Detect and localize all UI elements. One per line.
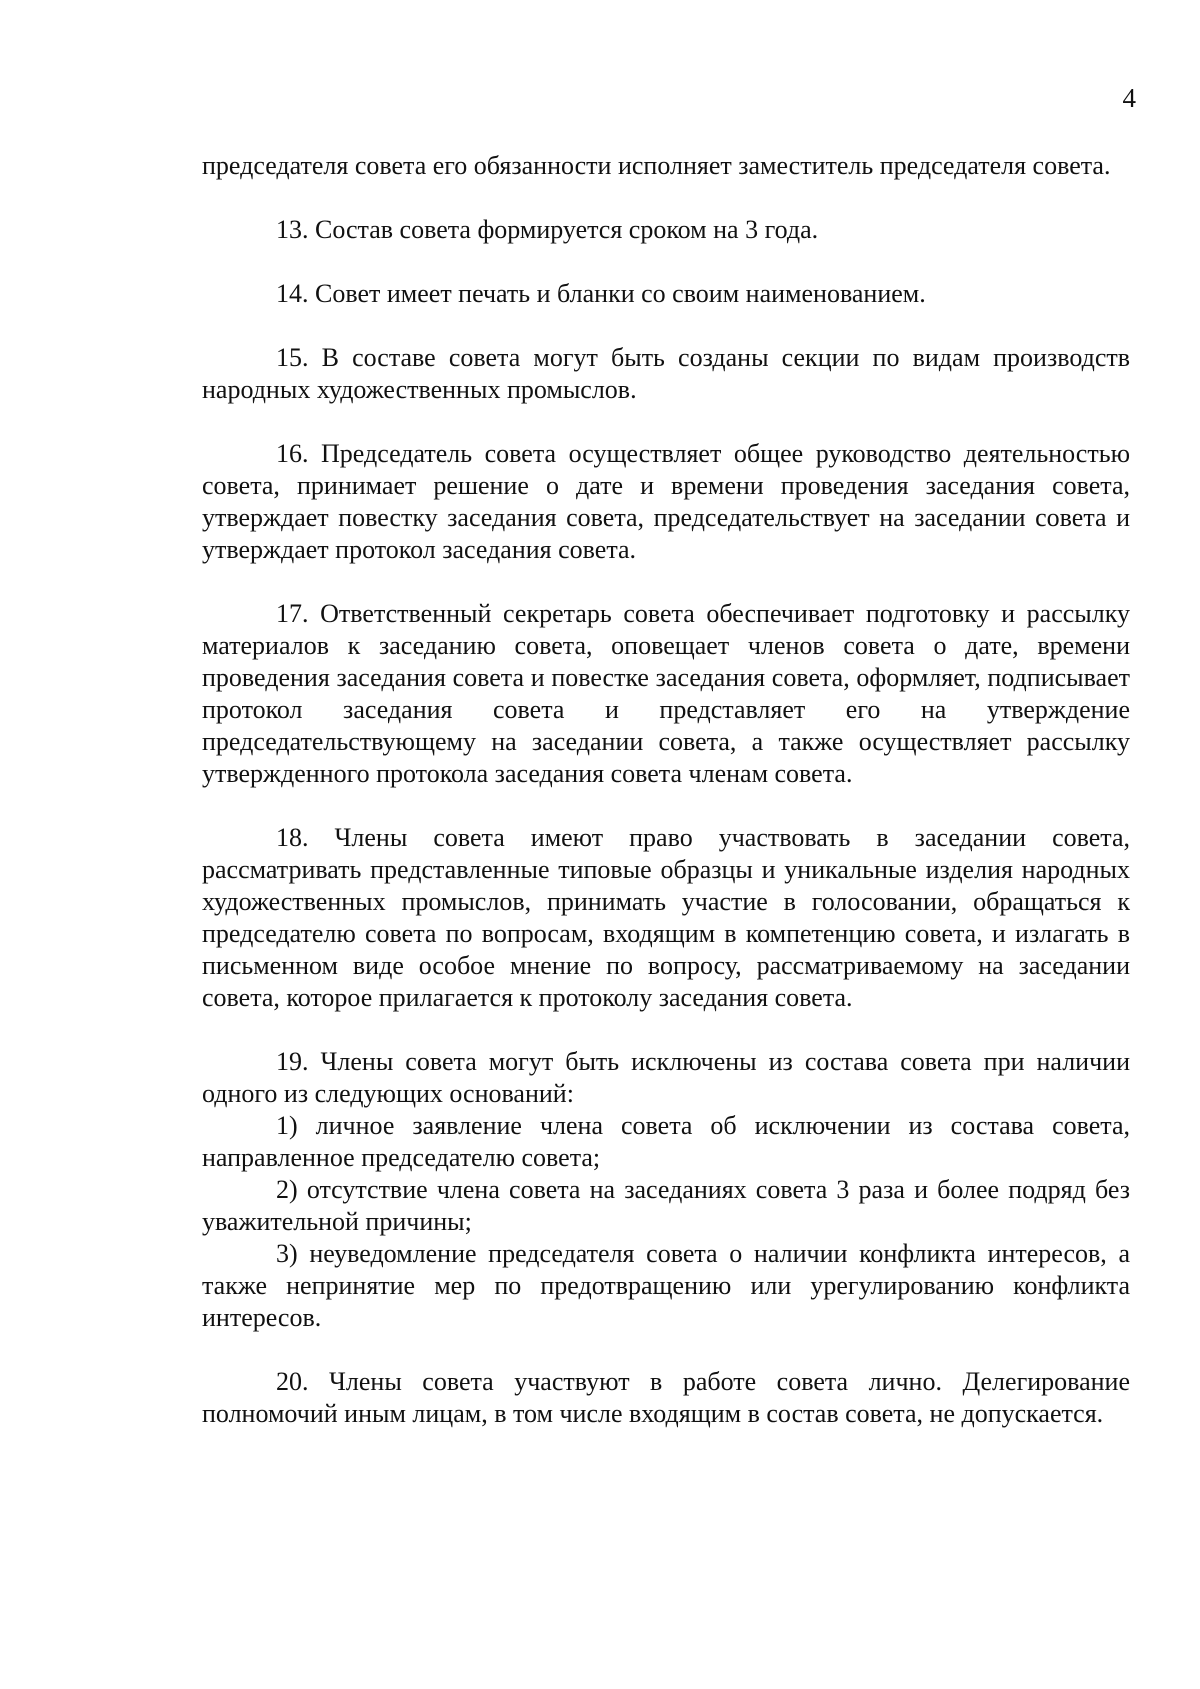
paragraph-16: 16. Председатель совета осуществляет общее руководство деятельностью совета, принимает решение о дате и времени проведения заседания совета, утверждает повестку заседания совета, председательствует на заседании совета и утверждает протокол заседания совета. [202, 439, 1130, 564]
paragraph-19-item-2: 2) отсутствие члена совета на заседаниях совета 3 раза и более подряд без уважительной причины; [202, 1175, 1130, 1236]
paragraph-14: 14. Совет имеет печать и бланки со своим наименованием. [276, 279, 926, 308]
paragraph-18: 18. Члены совета имеют право участвовать в заседании совета, рассматривать представленные типовые образцы и уникальные изделия народных художественных промыслов, принимать участие в голосовании, обращаться к председателю совета по вопросам, входящим в компетенцию совета, и излагать в письменном виде особое мнение по вопросу, рассматриваемому на заседании совета, которое прилагается к протоколу заседания совета. [202, 823, 1130, 1012]
paragraph-20: 20. Члены совета участвуют в работе совета лично. Делегирование полномочий иным лицам, в том числе входящим в состав совета, не допускается. [202, 1367, 1130, 1428]
paragraph-17: 17. Ответственный секретарь совета обеспечивает подготовку и рассылку материалов к заседанию совета, оповещает членов совета о дате, времени проведения заседания совета и повестке заседания совета, оформляет, подписывает протокол заседания совета и представляет его на утверждение председательствующему на заседании совета, а также осуществляет рассылку утвержденного протокола заседания совета членам совета. [202, 599, 1130, 788]
document-body [202, 150, 1130, 1430]
paragraph-19-item-1: 1) личное заявление члена совета об исключении из состава совета, направленное председателю совета; [202, 1111, 1130, 1172]
paragraph-19: 19. Члены совета могут быть исключены из состава совета при наличии одного из следующих оснований: [202, 1047, 1130, 1108]
paragraph-13: 13. Состав совета формируется сроком на 3 года. [276, 215, 819, 244]
page-number: 4 [1122, 83, 1136, 113]
paragraph-12-continuation: председателя совета его обязанности исполняет заместитель председателя совета. [202, 151, 1111, 180]
paragraph-19-item-3: 3) неуведомление председателя совета о наличии конфликта интересов, а также непринятие мер по предотвращению или урегулированию конфликта интересов. [202, 1239, 1130, 1332]
paragraph-15: 15. В составе совета могут быть созданы секции по видам производств народных художественных промыслов. [202, 343, 1130, 404]
